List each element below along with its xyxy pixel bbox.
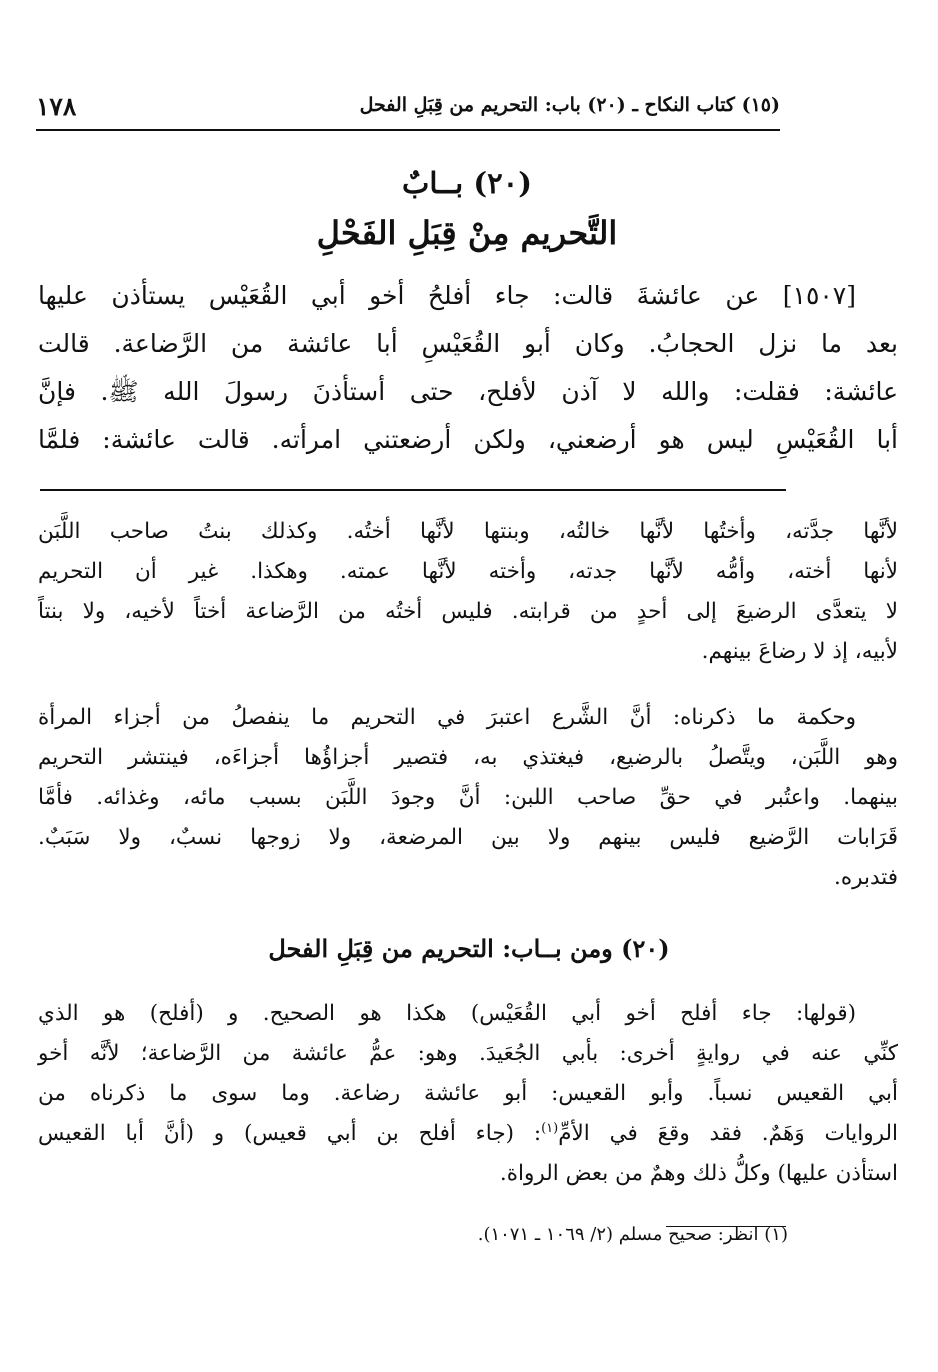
- hadith-line: عائشة: فقلت: والله لا آذن لأفلح، حتى أستأذنَ رسولَ الله ﷺ. فإنَّ: [38, 377, 898, 406]
- commentary-line: لأنَّها جدَّته، وأختُها لأنَّها خالتُه، وبنتها لأنَّها أختُه. وكذلك بنتُ صاحب اللَّبَن: [38, 519, 898, 544]
- explanation-line: [38, 1114, 898, 1154]
- commentary-line: لأبيه، إذ لا رضاعَ بينهم.: [701, 639, 898, 664]
- running-title: (١٥) كتاب النكاح ـ (٢٠) باب: التحريم من قِبَلِ الفحل: [359, 94, 780, 116]
- hadith-line: [١٥٠٧] عن عائشةَ قالت: جاء أفلحُ أخو أبي القُعَيْس يستأذن عليها: [38, 281, 856, 310]
- explanation-line: أبي القعيس نسباً. وأبو القعيس: أبو عائشة رضاعة. وما سوى ما ذكرناه من: [38, 1081, 898, 1106]
- explanation-line: (قولها: جاء أفلح أخو أبي القُعَيْس) هكذا هو الصحيح. و (أفلح) هو الذي: [38, 1001, 856, 1026]
- page-number: ١٧٨: [36, 92, 77, 121]
- commentary-paragraph-2: [38, 698, 898, 898]
- commentary-line: قَرَابات الرَّضيع فليس بينهم ولا بين المرضعة، ولا زوجها نسبٌ، ولا سَبَبٌ.: [38, 825, 898, 850]
- text-commentary-divider: [40, 489, 786, 491]
- commentary-line: لأنها أخته، وأمُّه لأنَّها جدته، وأخته لأنَّها عمته. وهكذا. غير أن التحريم: [38, 559, 898, 584]
- running-header: [36, 92, 780, 130]
- commentary-line: فتدبره.: [834, 865, 898, 890]
- hadith-line: أبا القُعَيْسِ ليس هو أرضعني، ولكن أرضعتني امرأته. قالت عائشة: فلمَّا: [38, 425, 898, 454]
- footnote: (١) انظر: صحيح مسلم (٢/ ١٠٦٩ ـ ١٠٧١).: [477, 1224, 788, 1245]
- commentary-line: لا يتعدَّى الرضيعَ إلى أحدٍ من قرابته. فليس أختُه من الرَّضاعة أختاً لأخيه، ولا بنتاً: [38, 599, 898, 624]
- commentary-line: بينهما. واعتُبر في حقِّ صاحب اللبن: أنَّ وجودَ اللَّبَن بسبب مائه، وغذائه. فأمَّا: [38, 785, 898, 810]
- explanation-line: استأذن عليها) وكلُّ ذلك وهمٌ من بعض الرواة.: [499, 1161, 898, 1186]
- explanation-line: كنِّي عنه في روايةٍ أخرى: بأبي الجُعَيدَ. وهو: عمُّ عائشة من الرَّضاعة؛ لأنَّه أخو: [38, 1041, 898, 1066]
- chapter-number: (٢٠) بــابٌ: [402, 166, 532, 200]
- footnote-reference[interactable]: (١): [541, 1120, 559, 1136]
- chapter-title: التَّحريم مِنْ قِبَلِ الفَحْلِ: [316, 214, 618, 252]
- explanation-paragraph: [38, 994, 898, 1194]
- hadith-line: بعد ما نزل الحجابُ. وكان أبو القُعَيْسِ أبا عائشة من الرَّضاعة. قالت: [38, 329, 898, 358]
- explanation-text: : (جاء أفلح بن أبي قعيس) و (أنَّ أبا القعيس: [38, 1121, 542, 1146]
- explanation-text: الروايات وَهَمٌ. فقد وقعَ في الأمِّ: [558, 1121, 899, 1146]
- hadith-text: [38, 272, 898, 464]
- header-rule: [36, 129, 780, 131]
- section-subheading: (٢٠) ومن بــاب: التحريم من قِبَلِ الفحل: [268, 934, 670, 963]
- commentary-line: وحكمة ما ذكرناه: أنَّ الشَّرع اعتبرَ في التحريم ما ينفصلُ من أجزاء المرأة: [38, 705, 856, 730]
- commentary-line: وهو اللَّبَن، ويتَّصلُ بالرضيع، فيغتذي به، فتصير أجزاؤُها أجزاءَه، فينتشر التحريم: [38, 745, 898, 770]
- commentary-paragraph-1: [38, 512, 898, 672]
